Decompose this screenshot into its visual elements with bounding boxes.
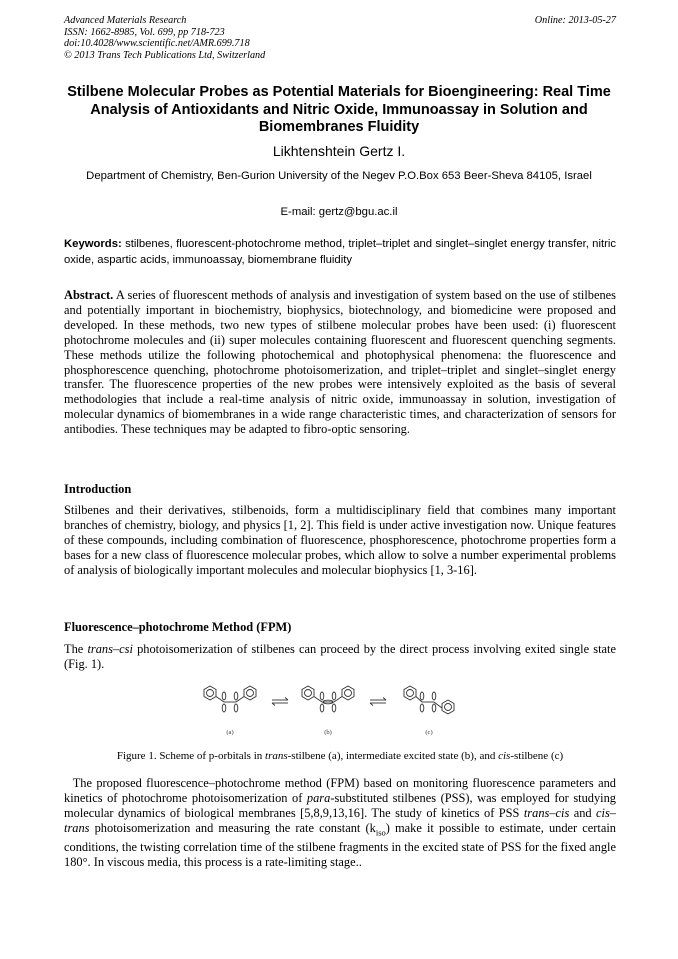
journal-header — [64, 15, 616, 61]
intermediate-excited-structure — [302, 686, 354, 712]
caption-text-a: Figure 1. Scheme of p-orbitals in — [116, 750, 266, 762]
journal-issn: ISSN: 1662-8985, Vol. 699, pp 718-723 — [64, 26, 225, 38]
caption-italic-2: cis — [498, 750, 511, 762]
caption-text-b: -stilbene (a), intermediate excited state (b), and — [287, 750, 499, 762]
online-date: Online: 2013-05-27 — [534, 15, 616, 26]
fpm-p2-subscript: iso — [375, 827, 386, 838]
caption-italic-1: trans — [265, 750, 288, 762]
equilibrium-arrow-icon — [272, 698, 288, 706]
keywords-text: stilbenes, fluorescent-photochrome method, triplet–triplet and singlet–singlet energy transfer, nitric oxide, aspartic acids, immunoassay, biomembrane fluidity — [64, 238, 617, 266]
fpm-paragraph-1 — [64, 642, 616, 672]
abstract-text: A series of fluorescent methods of analysis and investigation of system based on the use of stilbenes and potentially important in biochemistry, biophysics, biotechnology, and biomedicine were proposed and developed. In these methods, two new types of stilbene molecular probes have been used: (i) fluorescent photochrome molecules and (ii) super molecules containing fluorescent and fluorescent quenching segments. These methods utilize the following photochemical and photophysical phenomena: the fluorescence and phosphorescence quenching, photochrome photoisomerization, and triplet–triplet and singlet–singlet energy transfer. The fluorescence properties of the new probes were intensively exploited as the basis of several methodologies that include a real-time analysis of nitric oxide, immunoassay in solution, investigation of molecular dynamics of biomembranes in a wide range characteristic times, and characterization of sensors for antibodies. These techniques may be adapted to fibro-optic sensoring. — [64, 288, 616, 437]
fpm-p1-text-a: The — [64, 642, 88, 656]
fpm-heading: Fluorescence–photochrome Method (FPM) — [64, 620, 292, 634]
fpm-paragraph-2 — [64, 776, 616, 870]
abstract-paragraph — [64, 288, 616, 437]
journal-doi: doi:10.4028/www.scientific.net/AMR.699.718 — [64, 38, 250, 50]
fpm-p2-text-1: The proposed fluorescence–photochrome method (FPM) based on monitoring fluorescence parameters and kinetics of photochrome photoisomerization of — [64, 776, 616, 805]
fpm-p2-italic-2: trans–cis — [523, 805, 570, 820]
journal-name: Advanced Materials Research — [64, 15, 187, 26]
introduction-heading: Introduction — [64, 482, 132, 496]
cis-stilbene-structure — [404, 686, 454, 714]
fpm-p2-text-4: photoisomerization and measuring the rate constant (k — [89, 820, 376, 835]
figure-label-a: (a) — [226, 729, 234, 736]
figure-1-scheme — [196, 680, 486, 742]
fpm-p1-text-b: photoisomerization of stilbenes can proceed by the direct process involving exited single state (Fig. 1). — [64, 642, 616, 671]
fpm-p2-italic-1: para — [306, 790, 331, 805]
journal-copyright: © 2013 Trans Tech Publications Ltd, Switzerland — [64, 49, 266, 61]
introduction-paragraph: Stilbenes and their derivatives, stilbenoids, form a multidisciplinary field that combines many important branches of chemistry, biology, and physics [1, 2]. This field is under active investigation now. Unique features of these compounds, including combination of fluorescence, phosphorescence, photochrome properties form a bases for a new class of fluorescence molecular probes, which allow to solve a number experimental problems of analysis of biologically important molecules and molecular biophysics [1, 3-16]. — [64, 503, 616, 577]
figure-label-c: (c) — [425, 729, 433, 736]
fpm-p2-text-2: -substituted stilbenes (PSS), was employed for studying molecular dynamics of biological membranes [5,8,9,13,16]. The study of kinetics of PSS — [64, 790, 616, 820]
author-email: E-mail: gertz@bgu.ac.il — [280, 206, 398, 218]
figure-label-b: (b) — [324, 729, 332, 736]
fpm-p2-text-3: and — [569, 805, 597, 820]
equilibrium-arrow-icon — [370, 698, 386, 706]
author-affiliation: Department of Chemistry, Ben-Gurion University of the Negev P.O.Box 653 Beer-Sheva 84105, Israel — [86, 170, 592, 182]
paper-title: Stilbene Molecular Probes as Potential Materials for Bioengineering: Real Time Analysis of Antioxidants and Nitric Oxide, Immunoassay in Solution and Biomembranes Fluidity — [67, 84, 611, 135]
fpm-p2-italic-3: cis–trans — [64, 805, 616, 835]
abstract-label: Abstract. — [64, 288, 114, 302]
trans-stilbene-structure — [204, 686, 256, 712]
fpm-p1-italic: trans–csi — [87, 642, 133, 656]
keywords-label: Keywords: — [64, 238, 122, 250]
fpm-p2-text-5: ) make it possible to estimate, under certain conditions, the twisting correlation time of the stilbene fragments in the excited state of PSS for the fixed angle 180°. In viscous media, this process is a rate-limiting stage.. — [64, 820, 616, 869]
caption-text-c: -stilbene (c) — [510, 750, 564, 762]
paper-author: Likhtenshtein Gertz I. — [272, 143, 406, 159]
keywords-block — [64, 237, 616, 268]
figure-1-caption — [64, 750, 616, 763]
